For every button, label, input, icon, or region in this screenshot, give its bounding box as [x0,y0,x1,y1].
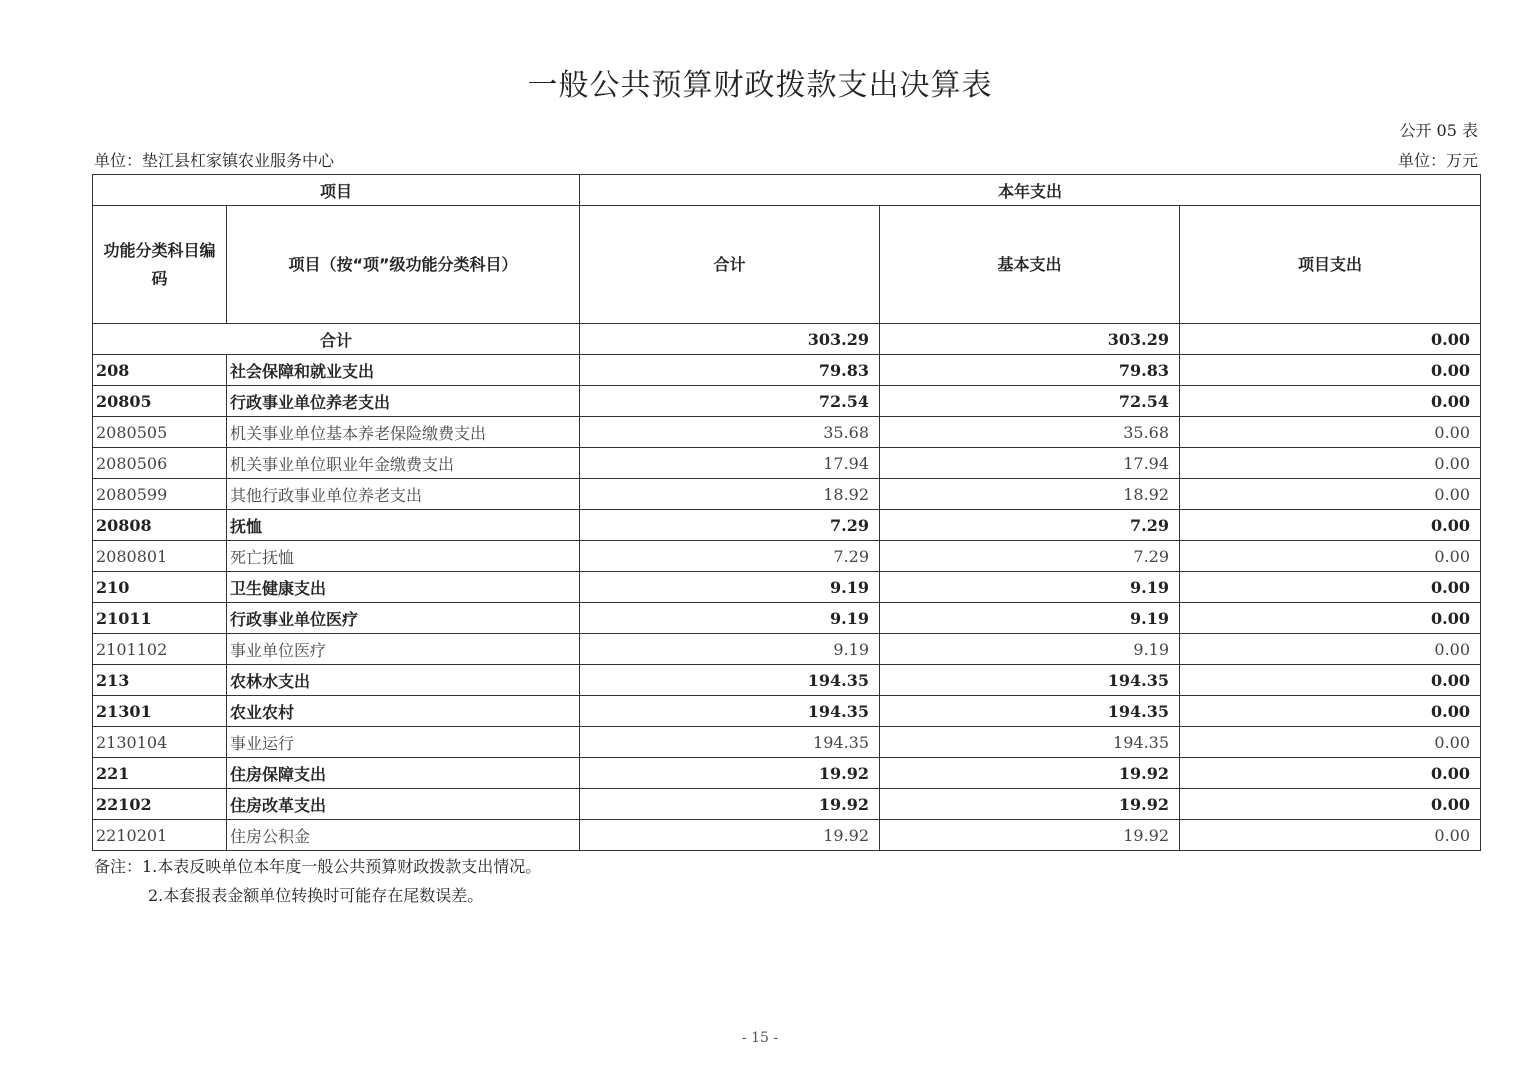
row-total: 35.68 [580,417,880,448]
table-row [93,603,1481,634]
row-basic: 7.29 [880,541,1180,572]
table-row [93,727,1481,758]
total-label: 合计 [93,324,580,355]
row-project: 0.00 [1180,541,1481,572]
row-total: 9.19 [580,603,880,634]
total-basic: 303.29 [880,324,1180,355]
row-total: 7.29 [580,541,880,572]
row-total: 9.19 [580,634,880,665]
table-row [93,820,1481,851]
row-basic: 19.92 [880,758,1180,789]
row-project: 0.00 [1180,448,1481,479]
row-project: 0.00 [1180,603,1481,634]
row-project: 0.00 [1180,510,1481,541]
row-code: 21011 [93,603,227,634]
row-code: 208 [93,355,227,386]
row-basic: 7.29 [880,510,1180,541]
note-2: 2.本套报表金额单位转换时可能存在尾数误差。 [148,886,484,905]
row-project: 0.00 [1180,758,1481,789]
row-name: 机关事业单位基本养老保险缴费支出 [227,417,580,448]
row-project: 0.00 [1180,696,1481,727]
header-code: 功能分类科目编码 [93,206,227,324]
row-project: 0.00 [1180,820,1481,851]
row-code: 2080505 [93,417,227,448]
row-project: 0.00 [1180,665,1481,696]
total-project: 0.00 [1180,324,1481,355]
row-name: 死亡抚恤 [227,541,580,572]
row-code: 2130104 [93,727,227,758]
row-basic: 72.54 [880,386,1180,417]
row-code: 2080506 [93,448,227,479]
row-total: 19.92 [580,789,880,820]
row-name: 事业运行 [227,727,580,758]
row-total: 9.19 [580,572,880,603]
row-name: 行政事业单位养老支出 [227,386,580,417]
table-row [93,479,1481,510]
row-basic: 79.83 [880,355,1180,386]
page-title: 一般公共预算财政拨款支出决算表 [527,68,993,103]
row-code: 213 [93,665,227,696]
row-total: 17.94 [580,448,880,479]
row-basic: 35.68 [880,417,1180,448]
table-row [93,448,1481,479]
row-code: 2210201 [93,820,227,851]
row-basic: 9.19 [880,572,1180,603]
row-name: 其他行政事业单位养老支出 [227,479,580,510]
table-row [93,665,1481,696]
table-row [93,572,1481,603]
row-project: 0.00 [1180,386,1481,417]
row-name: 卫生健康支出 [227,572,580,603]
row-name: 行政事业单位医疗 [227,603,580,634]
row-project: 0.00 [1180,727,1481,758]
table-row [93,355,1481,386]
row-name: 住房保障支出 [227,758,580,789]
row-code: 20808 [93,510,227,541]
header-basic: 基本支出 [880,206,1180,324]
row-basic: 9.19 [880,634,1180,665]
row-total: 72.54 [580,386,880,417]
page-number: - 15 - [741,1030,779,1046]
row-code: 2101102 [93,634,227,665]
row-basic: 194.35 [880,727,1180,758]
row-total: 19.92 [580,820,880,851]
header-this-year: 本年支出 [580,175,1481,206]
row-name: 社会保障和就业支出 [227,355,580,386]
table-row [93,758,1481,789]
row-code: 221 [93,758,227,789]
row-code: 22102 [93,789,227,820]
currency-unit: 单位：万元 [1397,151,1478,170]
row-name: 农业农村 [227,696,580,727]
table-row [93,789,1481,820]
notes [94,852,541,910]
row-project: 0.00 [1180,634,1481,665]
table-row [93,510,1481,541]
row-total: 7.29 [580,510,880,541]
table-row [93,634,1481,665]
table-row [93,541,1481,572]
row-name: 农林水支出 [227,665,580,696]
row-basic: 194.35 [880,696,1180,727]
reporting-unit: 单位：垫江县杠家镇农业服务中心 [94,151,335,170]
row-name: 抚恤 [227,510,580,541]
row-code: 2080599 [93,479,227,510]
row-basic: 17.94 [880,448,1180,479]
row-project: 0.00 [1180,789,1481,820]
form-number: 公开 05 表 [1399,121,1478,140]
total-amount: 303.29 [580,324,880,355]
row-total: 19.92 [580,758,880,789]
row-code: 21301 [93,696,227,727]
row-name: 事业单位医疗 [227,634,580,665]
row-project: 0.00 [1180,355,1481,386]
row-basic: 194.35 [880,665,1180,696]
row-total: 79.83 [580,355,880,386]
header-item: 项目（按“项”级功能分类科目） [227,206,580,324]
header-project: 项目 [93,175,580,206]
table-row [93,417,1481,448]
row-project: 0.00 [1180,479,1481,510]
table-row [93,386,1481,417]
row-code: 210 [93,572,227,603]
row-name: 住房改革支出 [227,789,580,820]
row-code: 20805 [93,386,227,417]
row-total: 194.35 [580,727,880,758]
table-row [93,696,1481,727]
header-project-exp: 项目支出 [1180,206,1481,324]
row-project: 0.00 [1180,417,1481,448]
row-basic: 19.92 [880,820,1180,851]
header-total: 合计 [580,206,880,324]
note-1: 备注：1.本表反映单位本年度一般公共预算财政拨款支出情况。 [94,857,542,876]
row-basic: 19.92 [880,789,1180,820]
total-row [93,324,1481,355]
row-project: 0.00 [1180,572,1481,603]
row-basic: 18.92 [880,479,1180,510]
row-total: 18.92 [580,479,880,510]
row-code: 2080801 [93,541,227,572]
row-name: 住房公积金 [227,820,580,851]
expenditure-table [92,174,1481,851]
row-total: 194.35 [580,696,880,727]
row-total: 194.35 [580,665,880,696]
row-name: 机关事业单位职业年金缴费支出 [227,448,580,479]
row-basic: 9.19 [880,603,1180,634]
